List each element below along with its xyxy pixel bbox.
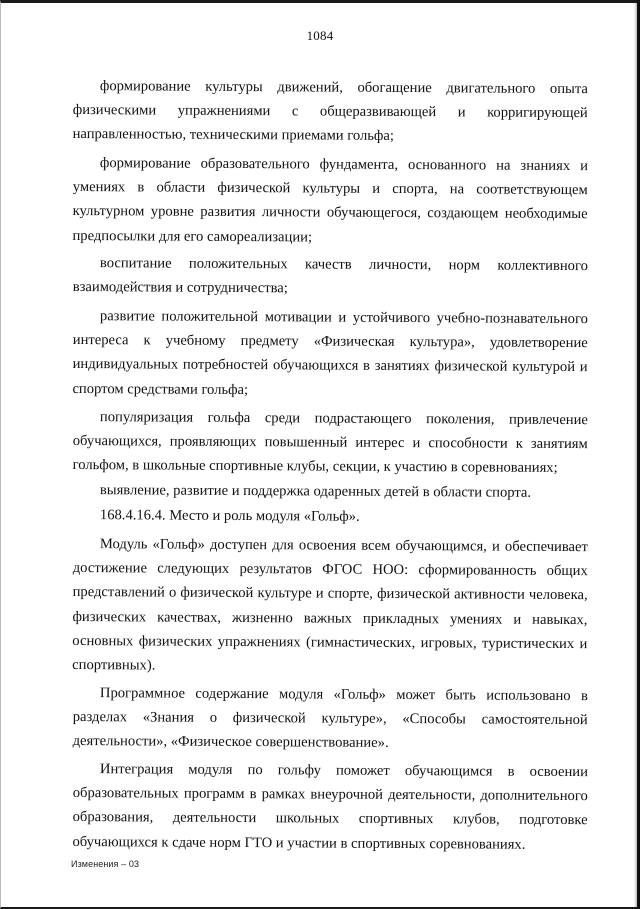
paragraph-8: Программное содержание модуля «Гольф» может быть использовано в разделах «Знания о физической культуре», «Способы самостоятельной деятельности», «Физическое совершенствование». [72, 685, 588, 752]
paragraph-9: Интеграция модуля по гольфу поможет обучающимся в освоении образовательных программ в рамках внеурочной деятельности, дополнительного образования, деятельности школьных спортивных клубов, подготовке обучающихся к сдаче норм ГТО и участии в спортивных соревнованиях. [72, 761, 588, 853]
paragraph-6: выявление, развитие и поддержка одаренных детей в области спорта. [99, 482, 532, 502]
paragraph-1: формирование культуры движений, обогащение двигательного опыта физическими упражнениями с общеразвивающей и корригирующей направленностью, техническими приемами гольфа; [72, 78, 588, 145]
paragraph-4: развитие положительной мотивации и устойчивого учебно-познавательного интереса к учебному предмету «Физическая культура», удовлетворение индивидуальных потребностей обучающихся в занятиях физической культурой и спортом средствами гольфа; [72, 307, 588, 398]
footer-revision-note: Изменения – 03 [71, 859, 140, 869]
document-body [73, 74, 588, 854]
paragraph-3: воспитание положительных качеств личности, норм коллективного взаимодействия и сотрудничества; [72, 255, 588, 297]
paragraph-2: формирование образовательного фундамента, основанного на знаниях и умениях в области физической культуры и спорта, на соответствующем культурном уровне развития личности обучающегося, создающем необходимые предпосылки для его самореализации; [72, 154, 588, 245]
scan-edge-shadow [634, 0, 640, 909]
paragraph-7: Модуль «Гольф» доступен для освоения всем обучающимся, и обеспечивает достижение следующих результатов ФГОС НОО: сформированность общих представлений о физической культуре и спорте, физической активности человека, физических качествах, жизненно важных прикладных умениях и навыках, основных физических упражнениях (гимнастических, игровых, туристических и спортивных). [72, 535, 588, 674]
page-number: 1084 [306, 28, 334, 43]
paragraph-5: популяризация гольфа среди подрастающего поколения, привлечение обучающихся, проявляющих повышенный интерес и способности к занятиям гольфом, в школьные спортивные клубы, секции, к участию в соревнованиях; [72, 408, 588, 477]
section-heading: 168.4.16.4. Место и роль модуля «Гольф». [99, 507, 360, 526]
